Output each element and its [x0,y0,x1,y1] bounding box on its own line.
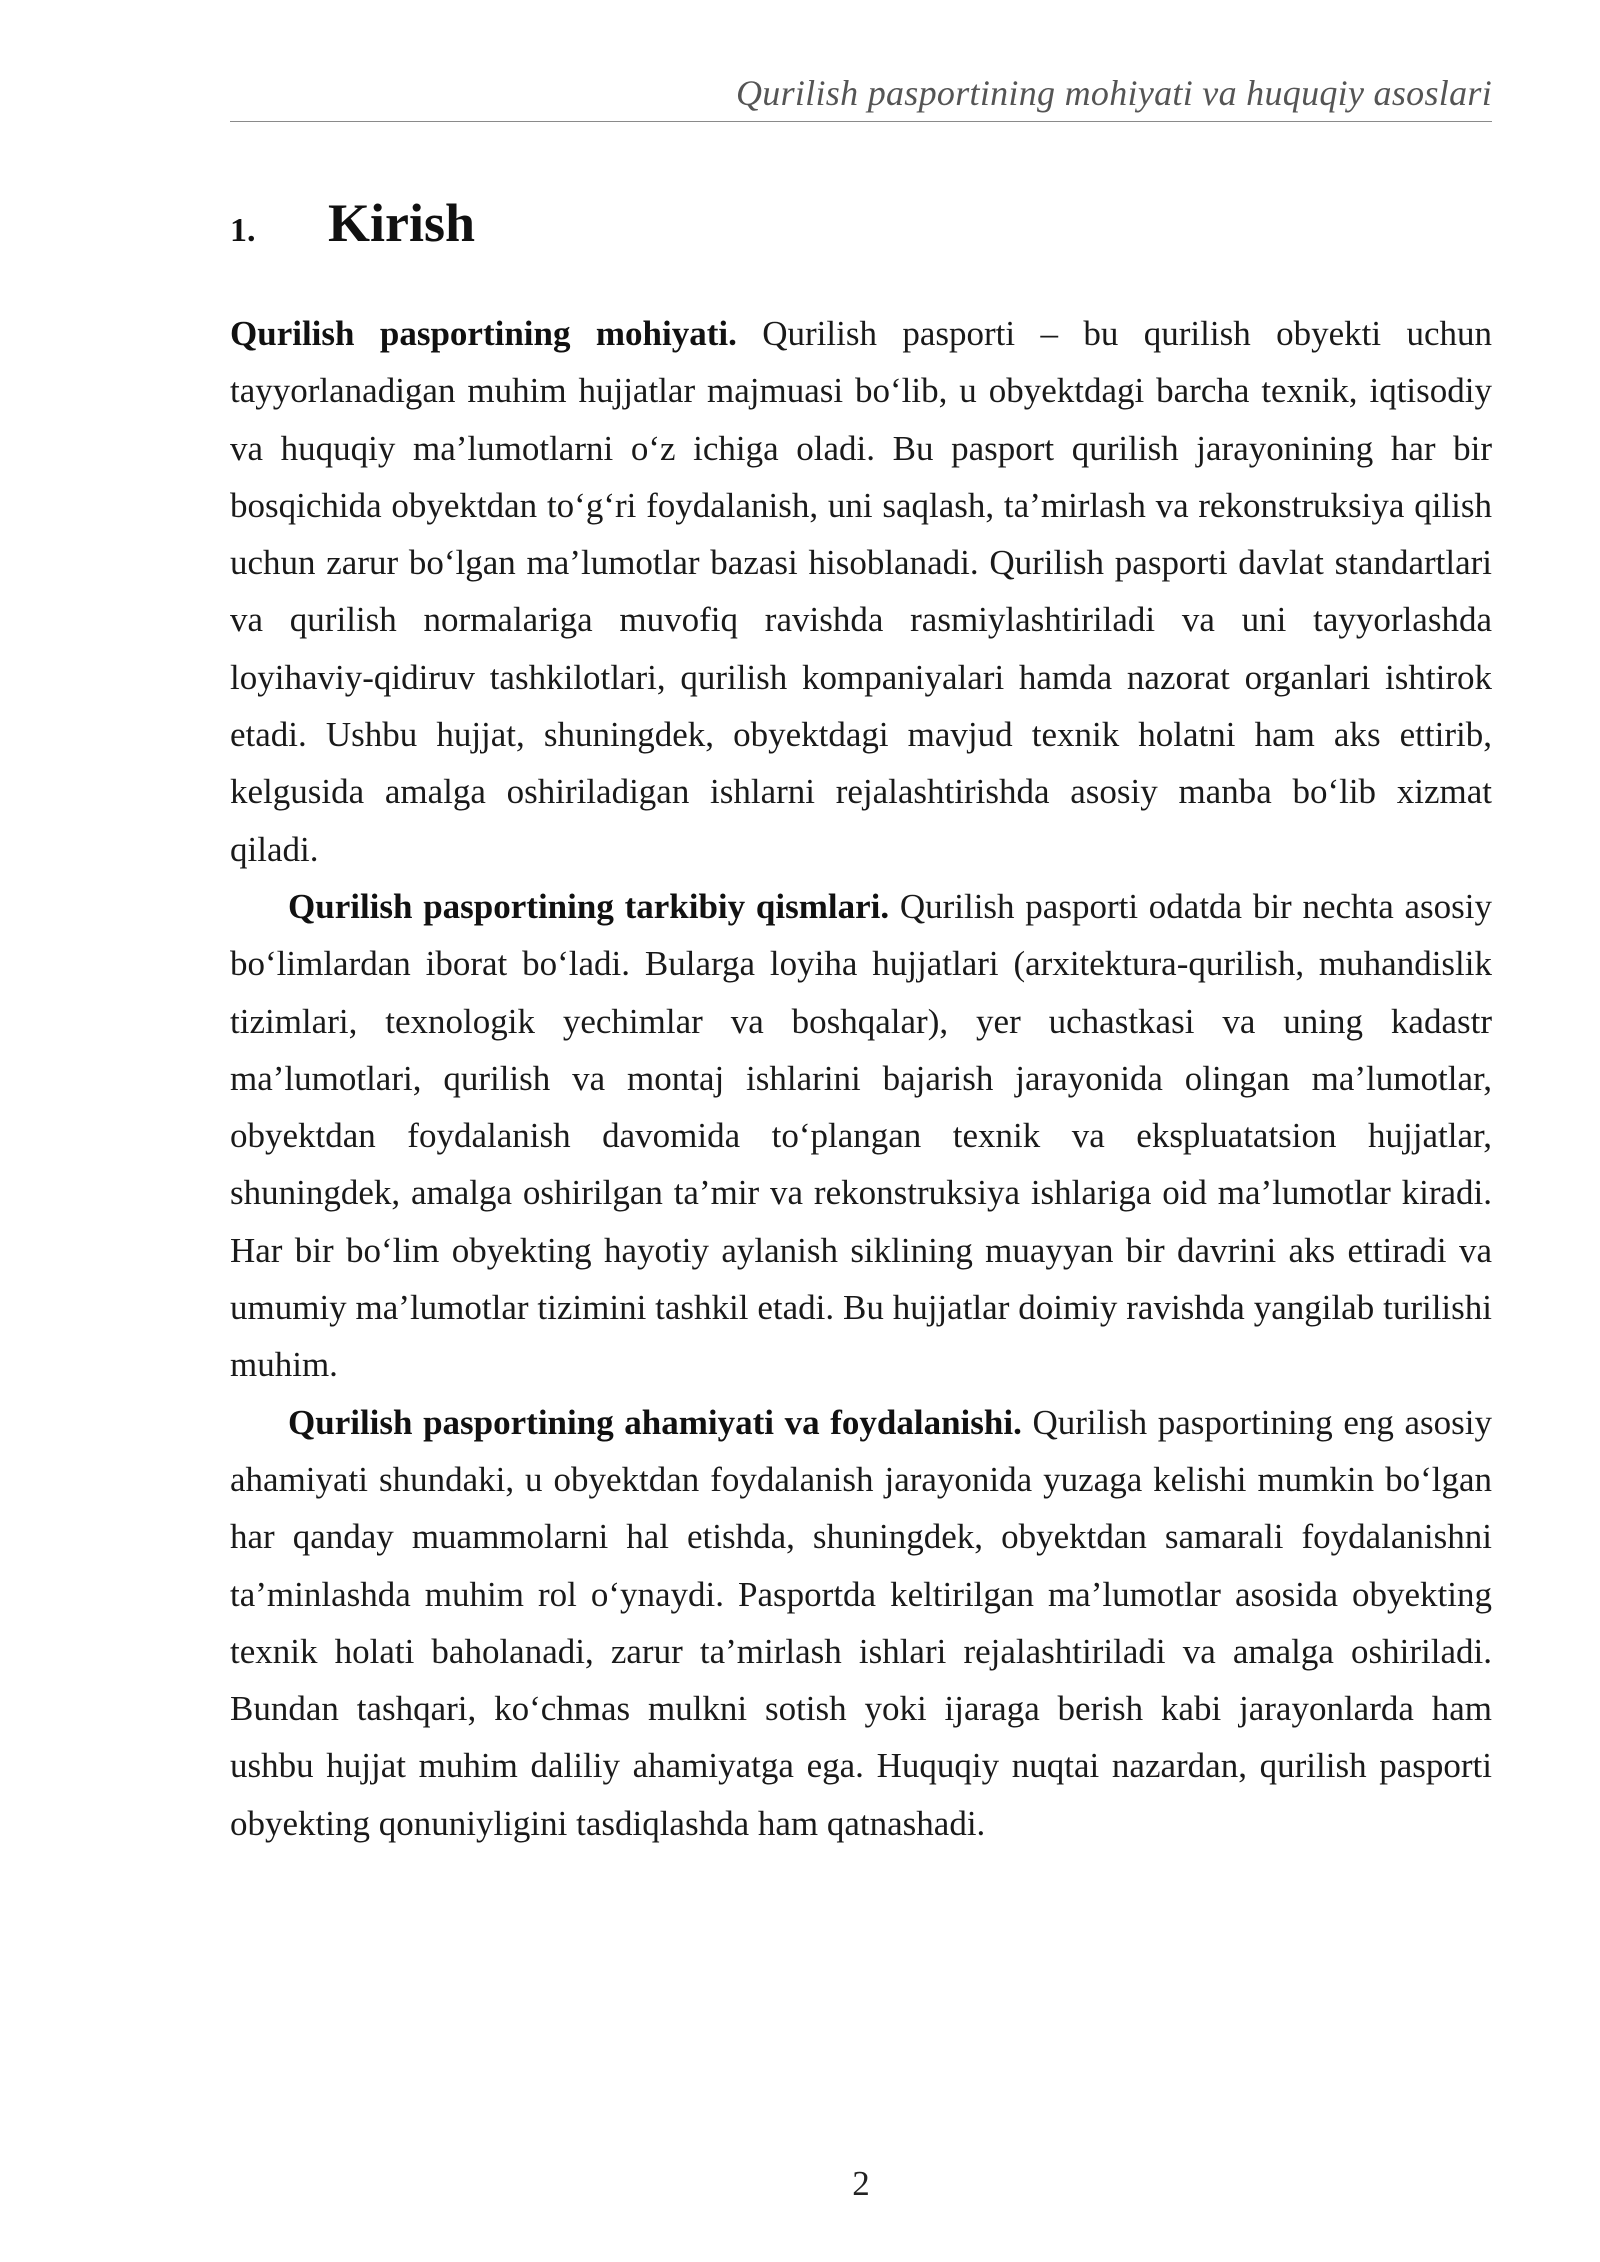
paragraph-text: Qurilish pasporti odatda bir nechta asosiy bo‘limlardan iborat bo‘ladi. Bularga loyiha hujjatlari (arxitektura-qurilish, muhandislik tizimlari, texnologik yechimlar va boshqalar), yer uchastkasi va uning kadastr ma’lumotlari, qurilish va montaj ishlarini bajarish jarayonida olingan ma’lumotlar, obyektdan foydalanish davomida to‘plangan texnik va ekspluatatsion hujjatlar, shuningdek, amalga oshirilgan ta’mir va rekonstruksiya ishlariga oid ma’lumotlar kiradi. Har bir bo‘lim obyekting hayotiy aylanish siklining muayyan bir davrini aks ettiradi va umumiy ma’lumotlar tizimini tashkil etadi. Bu hujjatlar doimiy ravishda yangilab turilishi muhim. [230,886,1493,1385]
running-header: Qurilish pasportining mohiyati va huquqiy asoslari [735,73,1492,113]
paragraph-text: Qurilish pasportining eng asosiy ahamiyati shundaki, u obyektdan foydalanish jarayonida yuzaga kelishi mumkin bo‘lgan har qanday muammolarni hal etishda, shuningdek, obyektdan samarali foydalanishni ta’minlashda muhim rol o‘ynaydi. Pasportda keltirilgan ma’lumotlar asosida obyekting texnik holati baholanadi, zarur ta’mirlash ishlari rejalashtiriladi va amalga oshiriladi. Bundan tashqari, ko‘chmas mulkni sotish yoki ijaraga berish kabi jarayonlarda ham ushbu hujjat muhim daliliy ahamiyatga ega. Huquqiy nuqtai nazardan, qurilish pasporti obyekting qonuniyligini tasdiqlashda ham qatnashadi. [230,1402,1492,1843]
section-number: 1. [230,212,256,249]
body-text [230,305,1492,1852]
section-title: Kirish [328,193,476,253]
paragraph-lead: Qurilish pasportining ahamiyati va foydalanishi. [288,1402,1022,1442]
paragraph-components [230,878,1492,1394]
paragraph-essence [230,305,1492,878]
header-divider [230,121,1492,122]
paragraph-lead: Qurilish pasportining mohiyati. [230,314,737,353]
section-heading [230,192,475,254]
paragraph-lead: Qurilish pasportining tarkibiy qismlari. [288,886,890,926]
paragraph-importance [230,1394,1492,1852]
paragraph-text: Qurilish pasporti – bu qurilish obyekti uchun tayyorlanadigan muhim hujjatlar majmuasi bo‘lib, u obyektdagi barcha texnik, iqtisodiy va huquqiy ma’lumotlarni o‘z ichiga oladi. Bu pasport qurilish jarayonining har bir bosqichida obyektdan to‘g‘ri foydalanish, uni saqlash, ta’mirlash va rekonstruksiya qilish uchun zarur bo‘lgan ma’lumotlar bazasi hisoblanadi. Qurilish pasporti davlat standartlari va qurilish normalariga muvofiq ravishda rasmiylashtiriladi va uni tayyorlashda loyihaviy-qidiruv tashkilotlari, qurilish kompaniyalari hamda nazorat organlari ishtirok etadi. Ushbu hujjat, shuningdek, obyektdagi mavjud texnik holatni ham aks ettirib, kelgusida amalga oshiriladigan ishlarni rejalashtirishda asosiy manba bo‘lib xizmat qiladi. [230,314,1493,869]
page-number: 2 [852,2164,870,2203]
